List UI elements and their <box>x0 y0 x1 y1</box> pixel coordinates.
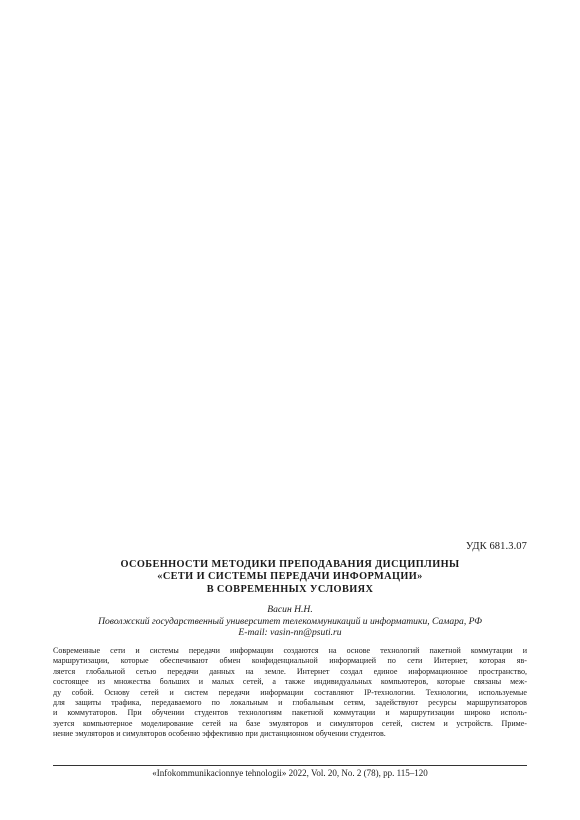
title-line: В СОВРЕМЕННЫХ УСЛОВИЯХ <box>206 583 374 595</box>
abstract-line: ду собой. Основу сетей и систем передачи информации составляют IP-технологии. Технологии, используемые <box>53 687 527 697</box>
abstract-line: нение эмуляторов и симуляторов особенно эффективно при дистанционном обучении студентов. <box>53 729 386 739</box>
title-line: ОСОБЕННОСТИ МЕТОДИКИ ПРЕПОДАВАНИЯ ДИСЦИПЛИНЫ <box>120 559 460 570</box>
article-title <box>53 559 527 596</box>
author-block <box>53 604 527 639</box>
abstract-line: для защиты трафика, передаваемого по локальным и глобальным сетям, задействуют ресурсы маршрутизаторов <box>53 697 527 707</box>
abstract-line: ляется глобальной сетью передачи данных на земле. Интернет создал единое информационное пространство, <box>53 666 527 676</box>
abstract-line: маршрутизации, которые обеспечивают обмен конфиденциальной информацией по сети Интернет, которая яв- <box>53 656 527 666</box>
abstract-line: и коммутаторов. При обучении студентов технологиям пакетной коммутации и маршрутизации широко исполь- <box>53 708 527 718</box>
abstract-line: зуется компьютерное моделирование сетей на базе эмуляторов и симуляторов сетей, систем и устройств. Приме- <box>53 718 527 728</box>
author-affiliation: Поволжский государственный университет телекоммуникаций и информатики, Самара, РФ <box>98 615 482 627</box>
title-line: «СЕТИ И СИСТЕМЫ ПЕРЕДАЧИ ИНФОРМАЦИИ» <box>157 571 423 583</box>
abstract-line: Современные сети и системы передачи информации создаются на основе технологий пакетной коммутации и <box>53 646 527 655</box>
udk-code: УДК 681.3.07 <box>465 541 527 552</box>
journal-footer: «Infokommunikacionnye tehnologii» 2022, Vol. 20, No. 2 (78), pp. 115–120 <box>152 768 428 778</box>
author-name: Васин Н.Н. <box>267 604 313 615</box>
footer-divider <box>53 765 527 766</box>
author-email: E-mail: vasin-nn@psuti.ru <box>238 627 342 639</box>
abstract <box>53 646 527 740</box>
abstract-line: состоящее из множества больших и малых сетей, а также индивидуальных компьютеров, которые связаны меж- <box>53 677 527 687</box>
